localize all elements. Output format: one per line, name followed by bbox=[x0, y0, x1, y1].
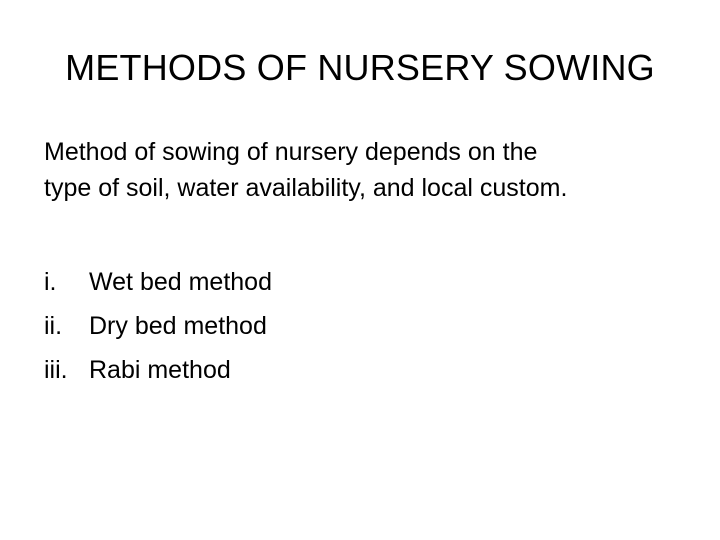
slide-title: METHODS OF NURSERY SOWING bbox=[65, 47, 655, 88]
list-marker: i. bbox=[44, 268, 57, 296]
method-label: Wet bed method bbox=[89, 268, 272, 296]
method-label: Dry bed method bbox=[89, 312, 267, 340]
intro-paragraph bbox=[44, 134, 684, 206]
list-item bbox=[44, 304, 272, 348]
list-marker: iii. bbox=[44, 356, 68, 384]
intro-line: type of soil, water availability, and local custom. bbox=[44, 174, 568, 202]
list-item bbox=[44, 260, 272, 304]
list-marker: ii. bbox=[44, 312, 63, 340]
methods-list bbox=[44, 260, 272, 392]
list-item bbox=[44, 348, 272, 392]
method-label: Rabi method bbox=[89, 356, 231, 384]
intro-line: Method of sowing of nursery depends on the bbox=[44, 138, 538, 166]
